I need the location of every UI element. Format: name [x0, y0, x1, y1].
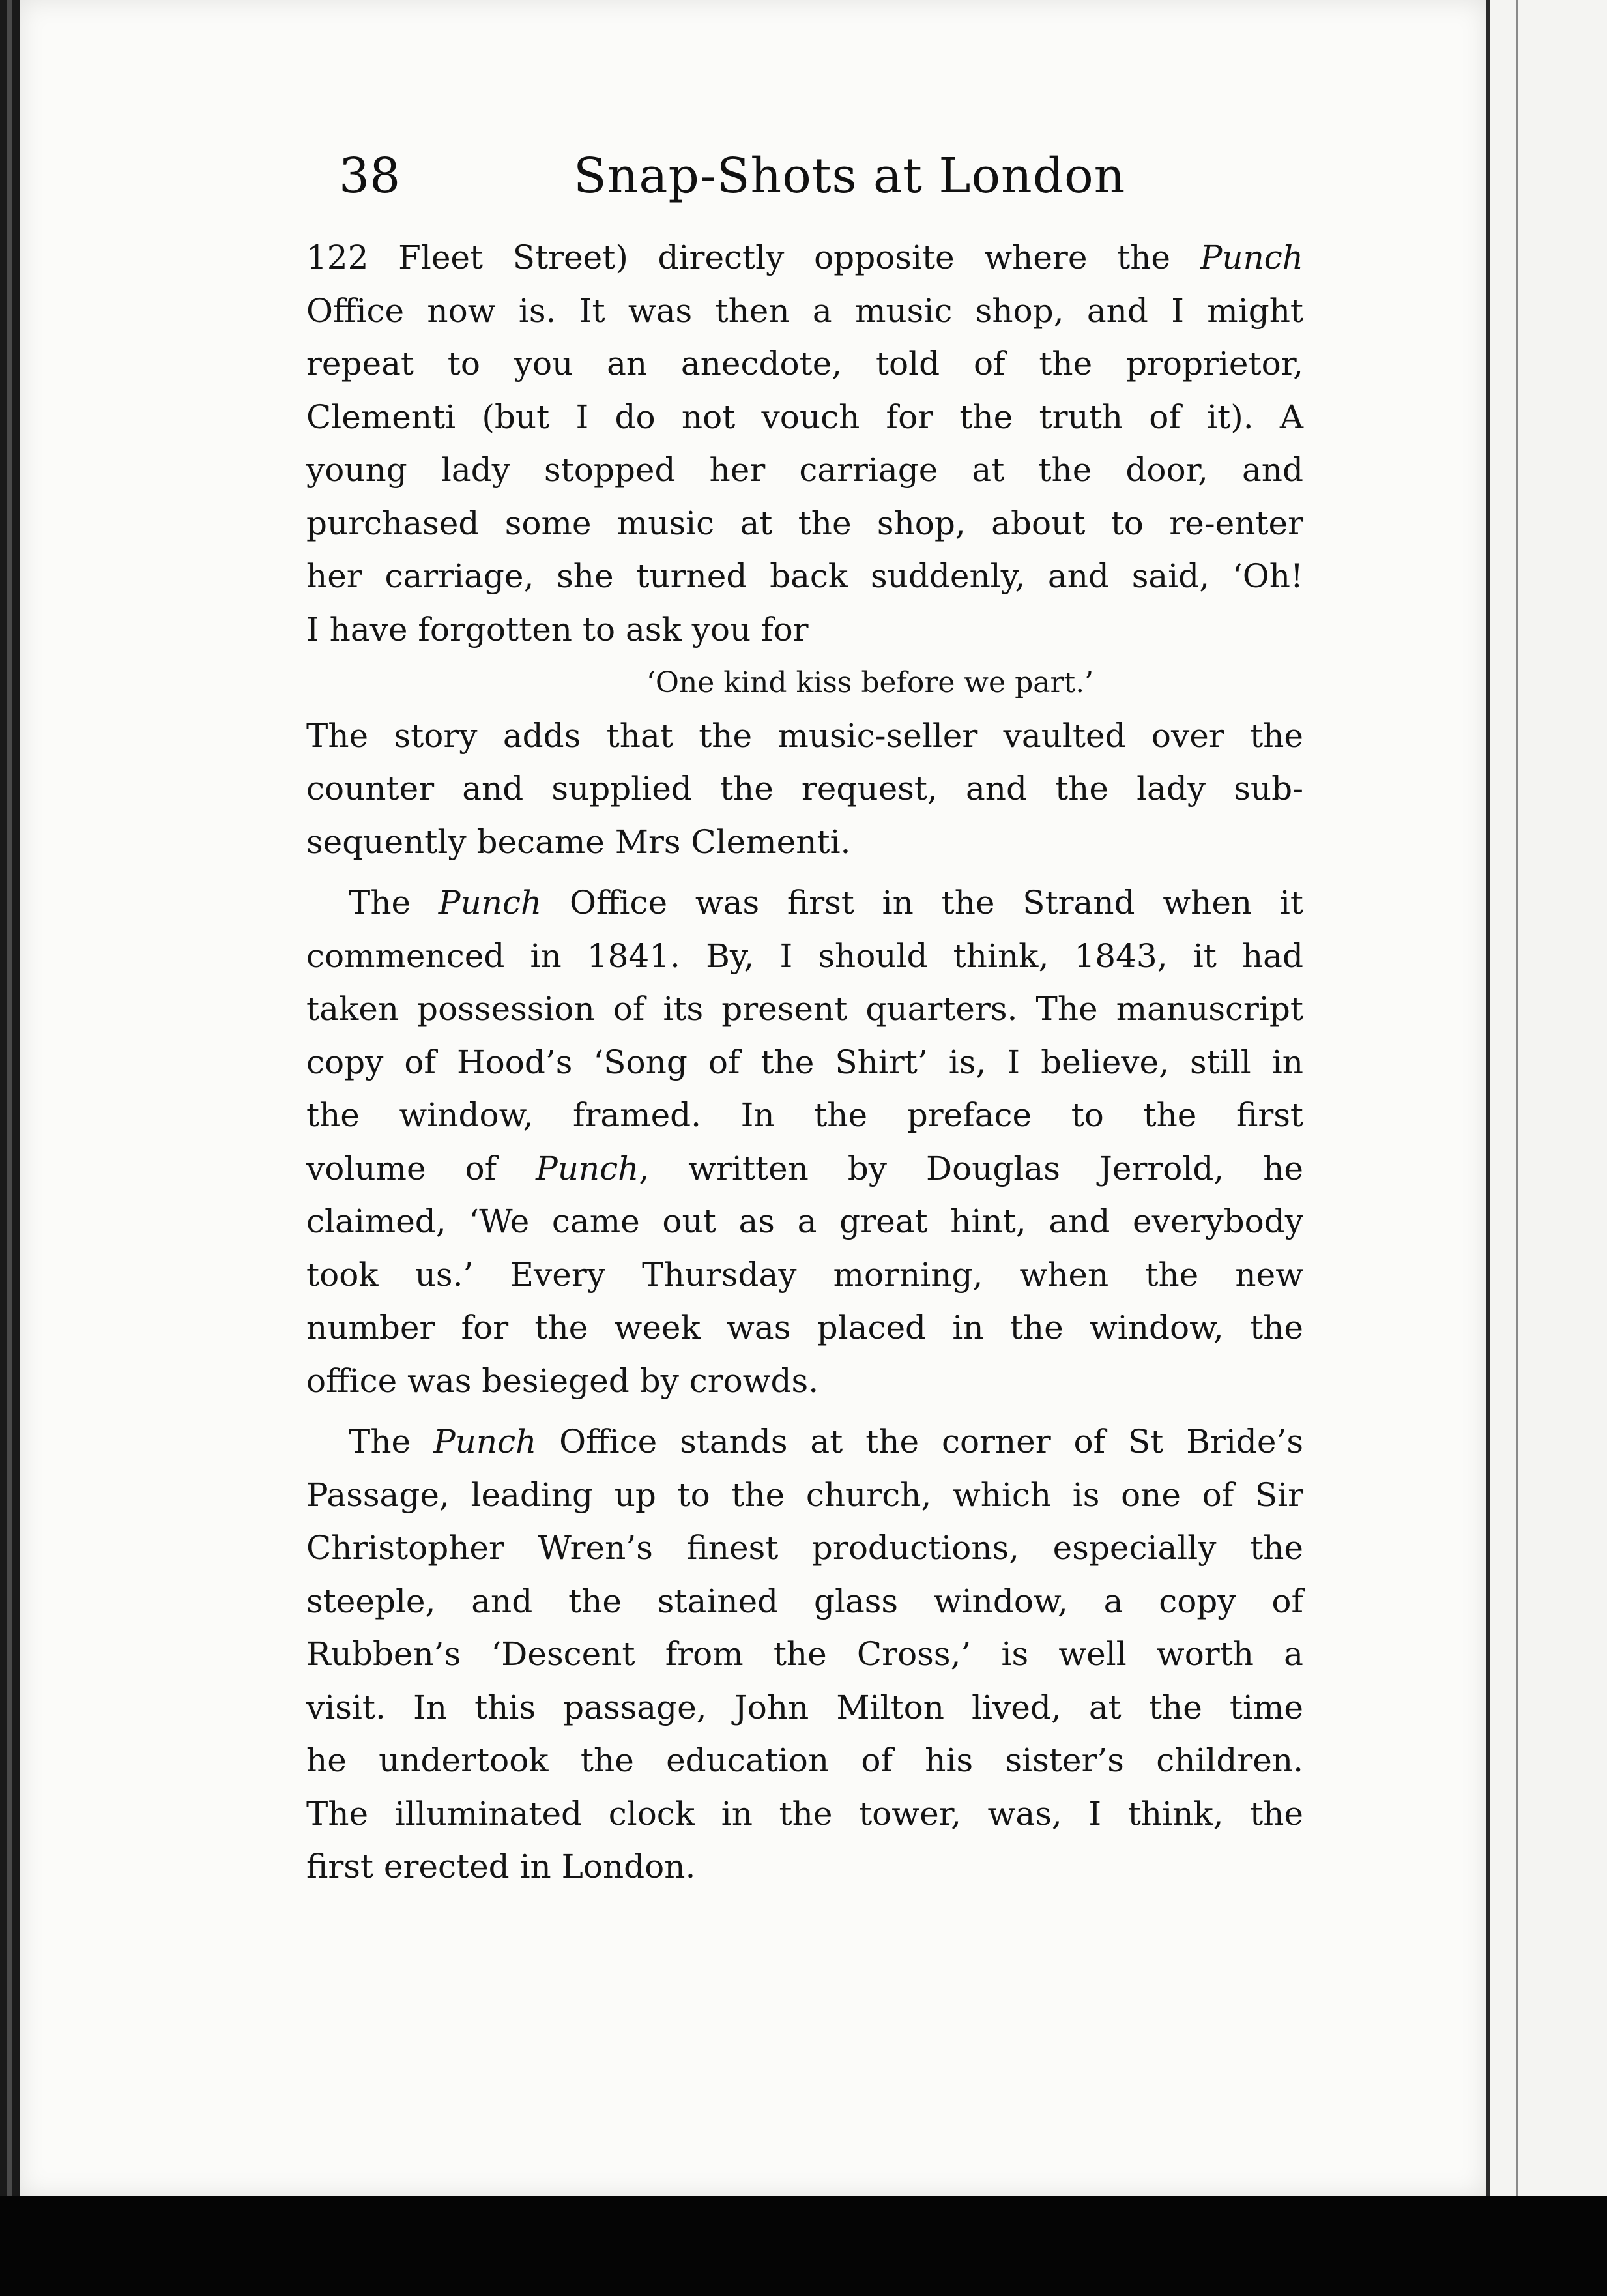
- italic-title: Punch: [1200, 239, 1303, 276]
- text-line: taken possession of its present quarters. The manuscript: [306, 990, 1303, 1028]
- italic-title: Punch: [438, 884, 542, 922]
- text-line: the window, framed. In the preface to the first: [306, 1096, 1303, 1134]
- text-line: repeat to you an anecdote, told of the proprietor,: [306, 345, 1303, 383]
- text-line: office was besieged by crowds.: [306, 1361, 819, 1400]
- paragraph-gap: [306, 1408, 1303, 1416]
- page-edge-line: [1516, 0, 1518, 2196]
- italic-title: Punch: [433, 1423, 537, 1460]
- text-line: number for the week was placed in the window, the: [306, 1309, 1303, 1346]
- text-line: visit. In this passage, John Milton lived, at the time: [306, 1688, 1303, 1726]
- text-line: Clementi (but I do not vouch for the truth of it). A: [306, 398, 1303, 436]
- text-line: The story adds that the music-seller vaulted over the: [306, 716, 1303, 755]
- text-line: The Punch Office stands at the corner of St Bride’s: [349, 1423, 1303, 1460]
- text-line: steeple, and the stained glass window, a copy of: [306, 1582, 1303, 1620]
- text-line: commenced in 1841. By, I should think, 1843, it had: [306, 937, 1303, 975]
- page-number: 38: [339, 148, 401, 204]
- text-line: counter and supplied the request, and the lady sub-: [306, 770, 1303, 807]
- text-line: he undertook the education of his sister’s children.: [306, 1741, 1303, 1779]
- text-line: Office now is. It was then a music shop, and I might: [306, 291, 1303, 330]
- text-line: 122 Fleet Street) directly opposite where the Punch: [306, 239, 1303, 276]
- page-header: [339, 140, 1316, 212]
- text-line: young lady stopped her carriage at the door, and: [306, 451, 1303, 489]
- text-line: sequently became Mrs Clementi.: [306, 822, 851, 861]
- verse-quote: ‘One kind kiss before we part.’: [646, 666, 1094, 699]
- scan-bottom-border: [0, 2196, 1607, 2296]
- text-line: claimed, ‘We came out as a great hint, and everybody: [306, 1202, 1303, 1240]
- binding-shadow: [7, 0, 12, 2196]
- text-line: took us.’ Every Thursday morning, when the new: [306, 1255, 1303, 1294]
- facing-page-edge: [1486, 0, 1607, 2196]
- text-line: The Punch Office was first in the Strand when it: [349, 884, 1303, 922]
- text-line: her carriage, she turned back suddenly, and said, ‘Oh!: [306, 557, 1303, 595]
- text-line: copy of Hood’s ‘Song of the Shirt’ is, I believe, still in: [306, 1043, 1303, 1081]
- italic-title: Punch: [536, 1149, 639, 1187]
- text-line: I have forgotten to ask you for: [306, 610, 809, 648]
- text-line: The illuminated clock in the tower, was, I think, the: [306, 1794, 1303, 1833]
- text-line: purchased some music at the shop, about to re-enter: [306, 504, 1303, 542]
- text-line: Christopher Wren’s finest productions, especially the: [306, 1529, 1303, 1567]
- text-line: Rubben’s ‘Descent from the Cross,’ is well worth a: [306, 1635, 1303, 1673]
- text-line: first erected in London.: [306, 1848, 696, 1885]
- paragraph-gap: [306, 869, 1303, 877]
- text-line: volume of Punch, written by Douglas Jerrold, he: [306, 1149, 1303, 1187]
- body-text: [306, 231, 1303, 1894]
- text-line: Passage, leading up to the church, which is one of Sir: [306, 1475, 1303, 1514]
- running-title: Snap-Shots at London: [573, 148, 1126, 204]
